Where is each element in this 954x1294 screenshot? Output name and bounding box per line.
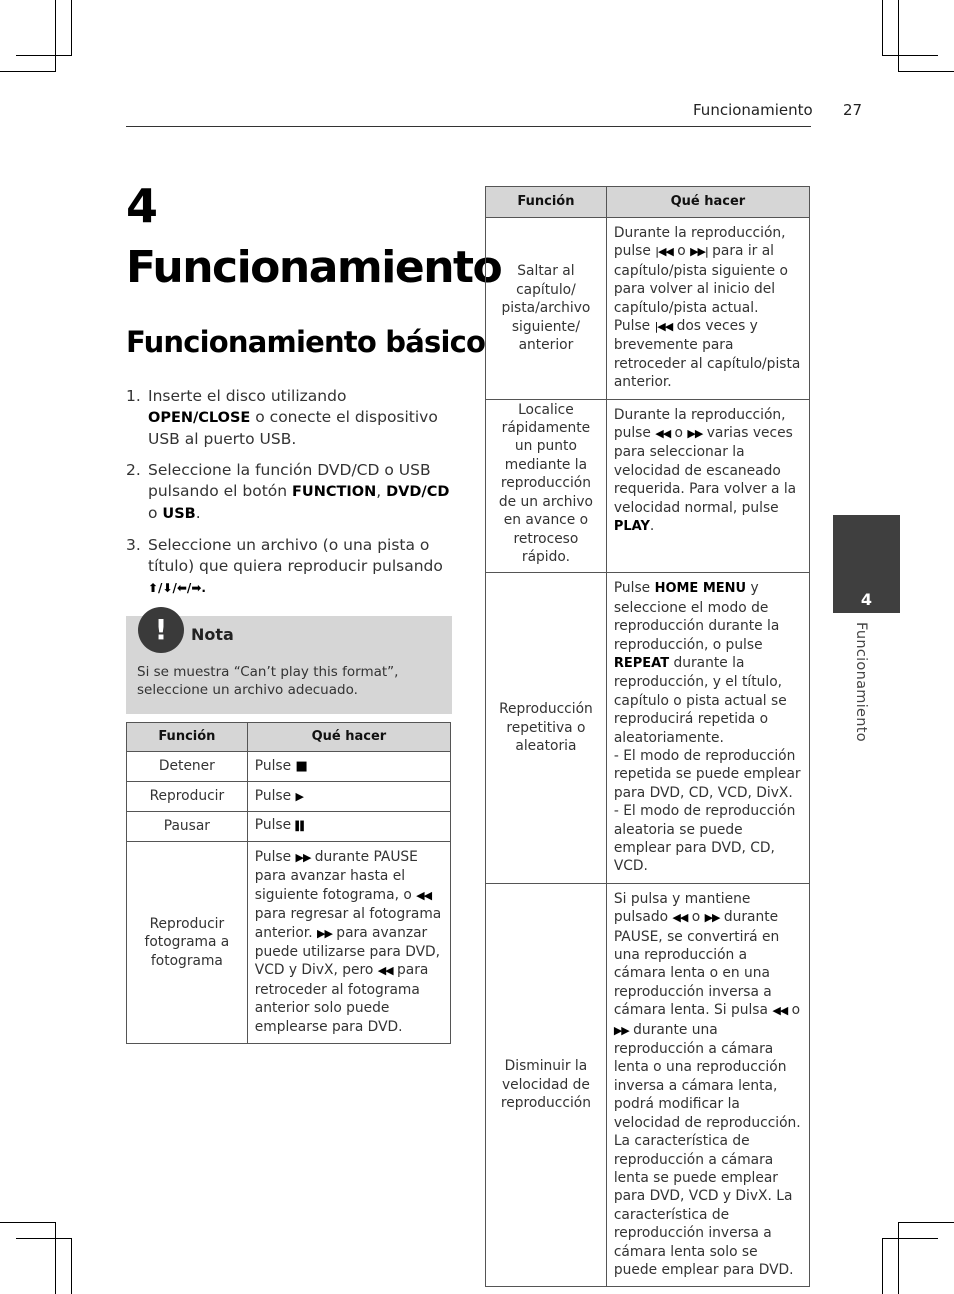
action-text: durante la reproducción, y el título, capítulo o pista actual se reproducirá repetida o aleatoriamente. <box>613 654 787 746</box>
button-name: FUNCTION <box>292 484 377 500</box>
action-cell <box>606 573 809 884</box>
step-number: 2. <box>126 461 141 479</box>
step-text: Seleccione la función DVD/CD o USB pulsando el botón <box>148 461 431 500</box>
note-box <box>126 613 452 714</box>
page-number: 27 <box>843 101 863 119</box>
action-cell <box>247 782 450 812</box>
action-text: o <box>672 243 691 260</box>
function-cell: Reproducir <box>127 782 248 812</box>
crop-mark <box>16 1238 72 1239</box>
crop-mark <box>71 0 72 55</box>
function-cell: Saltar al capítulo/ pista/archivo siguiente/ anterior <box>486 218 607 400</box>
action-text: Durante la reproducción, pulse <box>613 406 786 442</box>
step-text: . <box>195 504 201 522</box>
column-header-function: Función <box>486 187 607 218</box>
crop-mark <box>899 1222 954 1223</box>
list-item <box>126 460 451 525</box>
list-item <box>126 535 451 599</box>
header-rule <box>126 126 811 127</box>
action-text: o <box>687 909 705 926</box>
chapter-tab-number: 4 <box>860 590 873 609</box>
rewind-icon: ◀◀ <box>416 888 432 902</box>
action-text: durante PAUSE para avanzar hasta el siguiente fotograma, o <box>254 849 418 903</box>
fast-forward-icon: ▶▶ <box>613 1023 629 1037</box>
action-text: Pulse <box>254 757 292 774</box>
action-text: Pulse <box>254 849 296 865</box>
step-text: Inserte el disco utilizando <box>148 387 347 405</box>
crop-mark <box>71 1238 72 1294</box>
table-row <box>127 752 451 782</box>
step-number: 3. <box>126 536 141 554</box>
action-text: dos veces y brevemente para retroceder al capítulo/pista anterior. <box>613 318 801 391</box>
crop-mark <box>55 1222 56 1294</box>
action-cell <box>606 399 809 573</box>
button-name: PLAY <box>613 519 650 535</box>
skip-previous-icon: |◀◀ <box>655 245 673 259</box>
table-row <box>486 883 810 1287</box>
action-text: Pulse <box>613 318 655 335</box>
crop-mark <box>882 55 938 56</box>
action-text: o <box>787 1002 801 1019</box>
button-name: DVD/CD <box>386 484 450 500</box>
table-header-row <box>127 723 451 752</box>
action-text: para regresar al fotograma anterior. <box>254 906 442 941</box>
crop-mark <box>55 0 56 72</box>
action-cell <box>606 218 809 400</box>
step-text: Seleccione un archivo (o una pista o título) que quiera reproducir pulsando <box>148 536 443 575</box>
button-name: USB <box>162 506 196 522</box>
note-title: Nota <box>191 625 234 644</box>
action-text: para retroceder al fotograma anterior solo puede emplearse para DVD. <box>254 962 429 1035</box>
column-header-action: Qué hacer <box>247 723 450 752</box>
rewind-icon: ◀◀ <box>772 1004 788 1018</box>
column-header-action: Qué hacer <box>606 187 809 218</box>
action-text: Si pulsa y mantiene pulsado <box>613 890 751 926</box>
rewind-icon: ◀◀ <box>672 911 688 925</box>
step-text: o <box>148 504 163 522</box>
fast-forward-icon: ▶▶ <box>704 911 720 925</box>
fast-forward-icon: ▶▶ <box>687 427 703 441</box>
exclamation-icon: ! <box>138 607 184 653</box>
action-text: y seleccione el modo de reproducción durante la reproducción, o pulse <box>613 580 780 653</box>
crop-mark <box>898 1222 899 1294</box>
left-function-table <box>126 722 451 1044</box>
table-header-row <box>486 187 810 218</box>
column-header-function: Función <box>127 723 248 752</box>
function-cell: Localice rápidamente un punto mediante la reproducción de un archivo en avance o retroceso rápido. <box>486 399 607 573</box>
action-cell <box>247 812 450 842</box>
function-cell: Disminuir la velocidad de reproducción <box>486 883 607 1287</box>
rewind-icon: ◀◀ <box>655 427 671 441</box>
fast-forward-icon: ▶▶ <box>295 851 311 864</box>
list-item <box>126 386 451 450</box>
function-cell: Detener <box>127 752 248 782</box>
crop-mark <box>882 1238 883 1294</box>
crop-mark <box>882 0 883 55</box>
action-text: Pulse <box>254 787 292 804</box>
action-text: durante una reproducción a cámara lenta o una reproducción inversa a cámara lenta, podrá modificar la velocidad de reproducción. La característica de reproducción a cámara lenta se puede emplear para DVD, VCD y DivX. La característica de reproducción inversa a cámara lenta solo se puede emplear para DVD. <box>613 1021 801 1278</box>
chapter-title: Funcionamiento <box>126 242 502 293</box>
crop-mark <box>898 0 899 72</box>
action-text: o <box>670 425 688 442</box>
function-cell: Reproducción repetitiva o aleatoria <box>486 573 607 884</box>
table-row <box>127 842 451 1044</box>
action-text: - El modo de reproducción aleatoria se puede emplear para DVD, CD, VCD. <box>613 803 796 875</box>
step-number: 1. <box>126 387 141 405</box>
arrow-keys: ⬆/⬇/⬅/➡. <box>148 581 206 595</box>
table-row <box>127 782 451 812</box>
stop-icon: ■ <box>295 758 307 774</box>
section-title: Funcionamiento básico <box>126 325 486 359</box>
pause-icon: ▌▌ <box>295 822 306 833</box>
steps-list <box>126 386 451 609</box>
play-icon: ▶ <box>295 789 303 803</box>
action-text: durante PAUSE, se convertirá en una reproducción a cámara lenta o en una reproducción inversa a cámara lenta. Si pulsa <box>613 909 780 1019</box>
action-text: varias veces para seleccionar la velocidad de escaneado requerida. Para volver a la velocidad normal, pulse <box>613 425 797 516</box>
chapter-number: 4 <box>126 179 159 233</box>
step-text: o conecte el dispositivo USB al puerto USB. <box>148 408 438 448</box>
button-name: OPEN/CLOSE <box>148 410 251 426</box>
table-row <box>486 399 810 573</box>
action-text: Pulse <box>254 817 292 834</box>
crop-mark <box>899 71 954 72</box>
action-text: Durante la reproducción, pulse <box>613 225 786 260</box>
skip-next-icon: ▶▶| <box>690 245 708 259</box>
action-text: para ir al capítulo/pista siguiente o para volver al inicio del capítulo/pista actual. <box>613 243 788 316</box>
step-text: , <box>376 482 387 500</box>
crop-mark <box>0 71 55 72</box>
fast-forward-icon: ▶▶ <box>317 926 332 940</box>
chapter-tab <box>833 515 900 613</box>
action-text: - El modo de reproducción repetida se puede emplear para DVD, CD, VCD, DivX. <box>613 747 801 801</box>
crop-mark <box>16 55 72 56</box>
note-text: Si se muestra “Can’t play this format”, seleccione un archivo adecuado. <box>137 664 399 698</box>
action-text: para avanzar puede utilizarse para DVD, VCD y DivX, pero <box>254 924 441 979</box>
right-function-table <box>485 186 810 1287</box>
chapter-tab-label: Funcionamiento <box>853 622 869 742</box>
crop-mark <box>882 1238 938 1239</box>
crop-mark <box>0 1222 55 1223</box>
table-row <box>127 812 451 842</box>
button-name: HOME MENU <box>654 581 747 597</box>
action-cell <box>247 842 450 1044</box>
running-header-section: Funcionamiento <box>693 101 813 119</box>
action-text: . <box>649 518 655 535</box>
function-cell: Pausar <box>127 812 248 842</box>
skip-previous-icon: |◀◀ <box>654 320 673 334</box>
action-text: Pulse <box>613 580 655 597</box>
button-name: REPEAT <box>613 655 670 671</box>
action-cell <box>247 752 450 782</box>
function-cell: Reproducir fotograma a fotograma <box>127 842 248 1044</box>
table-row <box>486 218 810 400</box>
table-row <box>486 573 810 884</box>
rewind-icon: ◀◀ <box>377 964 393 978</box>
action-cell <box>606 883 809 1287</box>
